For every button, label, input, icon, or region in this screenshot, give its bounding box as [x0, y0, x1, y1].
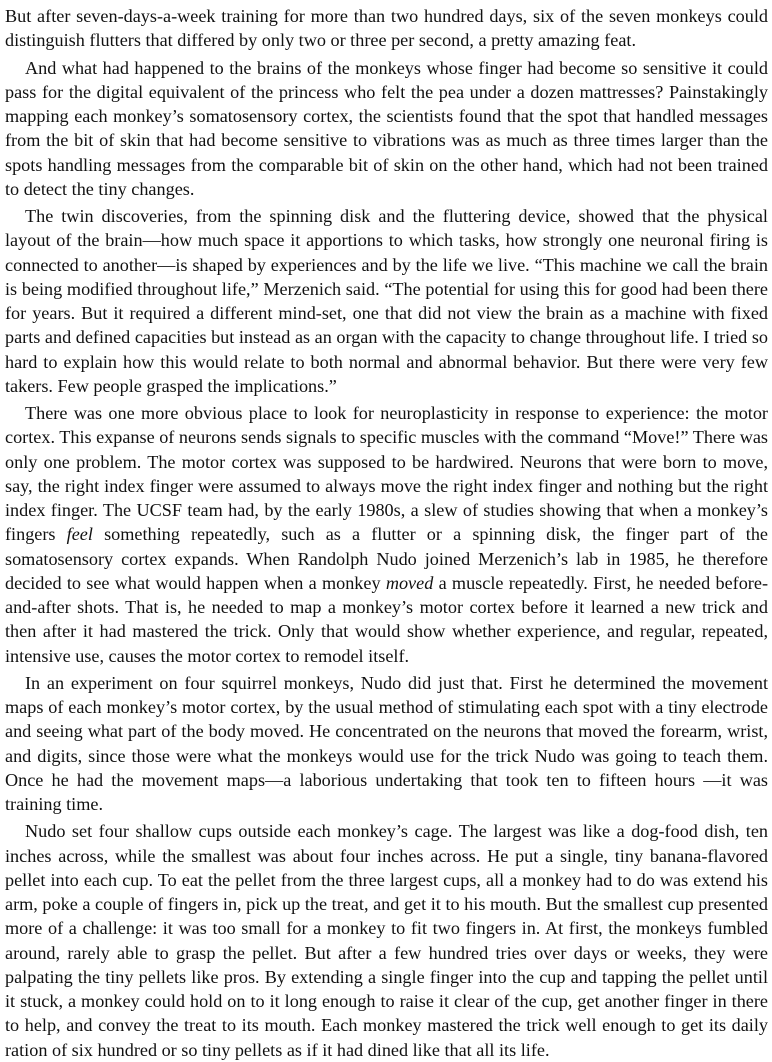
paragraph-3-text: The twin discoveries, from the spinning disk and the fluttering device, showed that the physical layout of the brain—how much space it apportions to which tasks, how strongly one neuronal firing is connected to another—is shaped by experiences and by the life we live. “This machine we call the brain is being modified throughout life,” Merzenich said. “The potential for using this for good had been there for years. But it required a different mind-set, one that did not view the brain as a machine with fixed parts and defined capacities but instead as an organ with the capacity to change throughout life. I tried so hard to explain how this would relate to both normal and abnormal behavior. But there were very few takers. Few people grasped the implications.” [5, 206, 768, 396]
paragraph-2 [5, 56, 768, 202]
paragraph-5-text: In an experiment on four squirrel monkeys, Nudo did just that. First he determined the movement maps of each monkey’s motor cortex, by the usual method of stimulating each spot with a tiny electrode and seeing what part of the body moved. He concentrated on the neurons that moved the forearm, wrist, and digits, since those were what the monkeys would use for the trick Nudo was going to teach them. Once he had the movement maps—a laborious undertaking that took ten to fifteen hours —it was training time. [5, 672, 768, 814]
paragraph-4-text-b: something repeatedly, such as a flutter or a spinning disk, the finger part of the somatosensory cortex expands. When Randolph Nudo joined Merzenich’s lab in 1985, he therefore decided to see what would happen when a monkey [5, 524, 768, 593]
paragraph-6 [5, 819, 768, 1062]
paragraph-5 [5, 671, 768, 817]
paragraph-6-text: Nudo set four shallow cups outside each monkey’s cage. The largest was like a dog-food dish, ten inches across, while the smallest was about four inches across. He put a single, tiny banana-flavored pellet into each cup. To eat the pellet from the three largest cups, all a monkey had to do was extend his arm, poke a couple of fingers in, pick up the treat, and get it to his mouth. But the smallest cup presented more of a challenge: it was too small for a monkey to fit two fingers in. At first, the monkeys fumbled around, rarely able to grasp the pellet. But after a few hundred tries over days or weeks, they were palpating the tiny pellets like pros. By extending a single finger into the cup and tapping the pellet until it stuck, a monkey could hold on to it long enough to raise it clear of the cup, get another finger in there to help, and convey the treat to its mouth. Each monkey mastered the trick well enough to get its daily ration of six hundred or so tiny pellets as if it had dined like that all its life. [5, 821, 768, 1060]
paragraph-4 [5, 401, 768, 668]
paragraph-1 [5, 4, 768, 53]
paragraph-3 [5, 204, 768, 398]
paragraph-4-text-c: a muscle repeatedly. First, he needed before-and-after shots. That is, he needed to map a monkey’s motor cortex before it learned a new trick and then after it had mastered the trick. Only that would show whether experience, and regular, repeated, intensive use, causes the motor cortex to remodel itself. [5, 572, 768, 666]
paragraph-4-italic-moved: moved [385, 572, 434, 593]
paragraph-1-text: But after seven-days-a-week training for more than two hundred days, six of the seven monkeys could distinguish flutters that differed by only two or three per second, a pretty amazing feat. [5, 6, 768, 51]
paragraph-2-text: And what had happened to the brains of the monkeys whose finger had become so sensitive it could pass for the digital equivalent of the princess who felt the pea under a dozen mattresses? Painstakingly mapping each monkey’s somatosensory cortex, the scientists found that the spot that handled messages from the bit of skin that had become sensitive to vibrations was as much as three times larger than the spots handling messages from the comparable bit of skin on the other hand, which had not been trained to detect the tiny changes. [5, 57, 768, 199]
paragraph-4-italic-feel: feel [66, 524, 93, 545]
paragraph-4-text-a: There was one more obvious place to look for neuroplasticity in response to experience: the motor cortex. This expanse of neurons sends signals to specific muscles with the command “Move!” There was only one problem. The motor cortex was supposed to be hardwired. Neurons that were born to move, say, the right index finger were assumed to always move the right index finger and nothing but the right index finger. The UCSF team had, by the early 1980s, a slew of studies showing that when a monkey’s fingers [5, 403, 769, 545]
